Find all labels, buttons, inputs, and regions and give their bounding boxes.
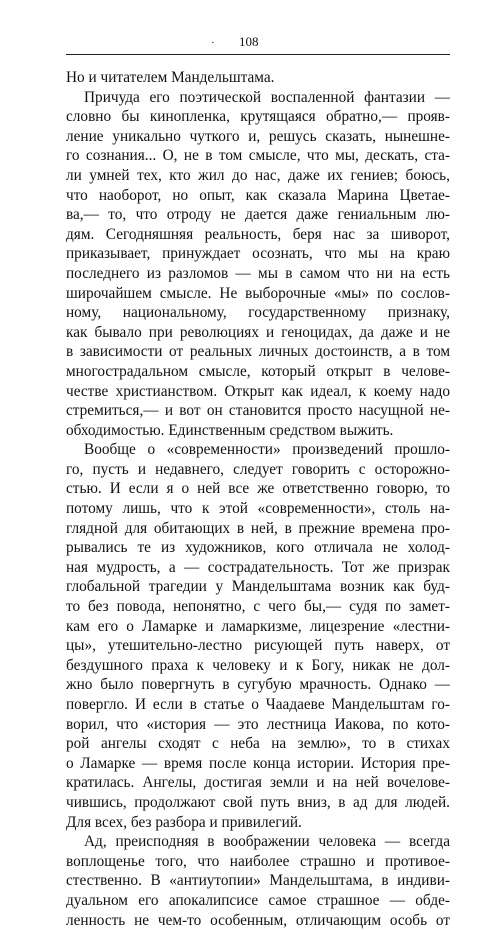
text-line: ная мудрость, а — сострадательность. Тот же призрак — [66, 558, 450, 576]
text-line: ление уникально чуткого и, решусь сказать, нынешне- — [66, 127, 450, 145]
text-line: то без повода, непонятно, с чего бы,— судя по замет- — [66, 598, 450, 616]
text-line: стремиться,— и вот он становится просто насущной не- — [66, 402, 450, 420]
text-line: ному, национальному, государственному признаку, — [66, 304, 450, 322]
text-line: Причуда его поэтической воспаленной фантазии — — [84, 88, 450, 106]
text-line: бездушного праха к человеку и к Богу, никак не дол- — [66, 656, 450, 674]
body-text — [66, 68, 450, 930]
text-line: чившись, продолжают свой путь вниз, в ад для людей. — [66, 793, 450, 811]
text-line: жно было повергнуть в сугубую мрачность. Однако — — [66, 676, 450, 694]
text-line: Ад, преисподняя в воображении человека — всегда — [84, 833, 450, 851]
text-line: как бывало при революциях и геноцидах, да даже и не — [66, 323, 450, 341]
text-line: приказывает, принуждает осознать, что мы на краю — [66, 245, 450, 263]
text-line: дуальном его апокалипсисе самое страшное — обде- — [66, 891, 450, 909]
text-line: честве христианством. Открыт как идеал, к коему надо — [66, 382, 450, 400]
text-line: го сознания... О, не в том смысле, что мы, дескать, ста- — [66, 147, 450, 165]
text-line: что наоборот, но опыт, как сказала Марина Цветае- — [66, 186, 450, 204]
text-line: дям. Сегодняшняя реальность, беря нас за шиворот, — [66, 225, 450, 243]
text-line: широчайшем смысле. Не выборочные «мы» по сослов- — [66, 284, 450, 302]
text-line: цы», утешительно-лестно рисующей путь наверх, от — [66, 637, 450, 655]
text-line: стественно. В «антиутопии» Мандельштама, в индиви- — [66, 872, 450, 890]
text-line: стью. И если я о ней все же ответственно говорю, то — [66, 480, 450, 498]
text-line: ленность не чем-то особенным, отличающим особь от — [66, 911, 450, 929]
text-line: глядной для обитающих в ней, в прежние времена про- — [66, 519, 450, 537]
text-line: воплощенье того, что наиболее страшно и противое- — [66, 852, 450, 870]
text-line: го, пусть и недавнего, следует говорить с осторожно- — [66, 460, 450, 478]
text-line: рывались те из художников, кого отличала не холод- — [66, 539, 450, 557]
page-header — [0, 34, 504, 52]
text-line: многострадальном смысле, который открыт в челове- — [66, 362, 450, 380]
text-line: обходимостью. Единственным средством выжить. — [66, 421, 394, 439]
text-line: рой ангелы сходят с неба на землю», то в стихах — [66, 735, 450, 753]
header-rule — [66, 54, 450, 55]
text-line: последнего из разломов — мы в самом что ни на есть — [66, 264, 450, 282]
text-line: кратилась. Ангелы, достигая земли и на ней вочелове- — [66, 774, 450, 792]
text-line: ворил, что «история — это лестница Иакова, по кото- — [66, 715, 450, 733]
text-line: Вообще о «современности» произведений прошло- — [84, 441, 450, 459]
header-marker: · — [211, 37, 215, 49]
text-line: Но и читателем Мандельштама. — [66, 69, 275, 86]
text-line: о Ламарке — время после конца истории. История пре- — [66, 754, 450, 772]
text-line: словно бы кинопленка, крутящаяся обратно,— прояв- — [66, 108, 450, 126]
page-number: 108 — [239, 34, 259, 49]
text-line: глобальной трагедии у Мандельштама возник как буд- — [66, 578, 450, 596]
text-line: Для всех, без разбора и привилегий. — [66, 813, 302, 831]
text-line: ва,— то, что отроду не дается даже гениальным лю- — [66, 206, 450, 224]
text-line: повергло. И если в статье о Чаадаеве Мандельштам го- — [66, 696, 450, 713]
text-line: в зависимости от реальных личных достоинств, а в том — [66, 343, 450, 361]
text-line: потому лишь, что к этой «современности», столь на- — [66, 500, 450, 518]
text-line: ли умней тех, кто жил до нас, даже их гениев; боюсь, — [66, 166, 450, 184]
text-line: кам его о Ламарке и ламаркизме, лицезрение «лестни- — [66, 617, 450, 635]
